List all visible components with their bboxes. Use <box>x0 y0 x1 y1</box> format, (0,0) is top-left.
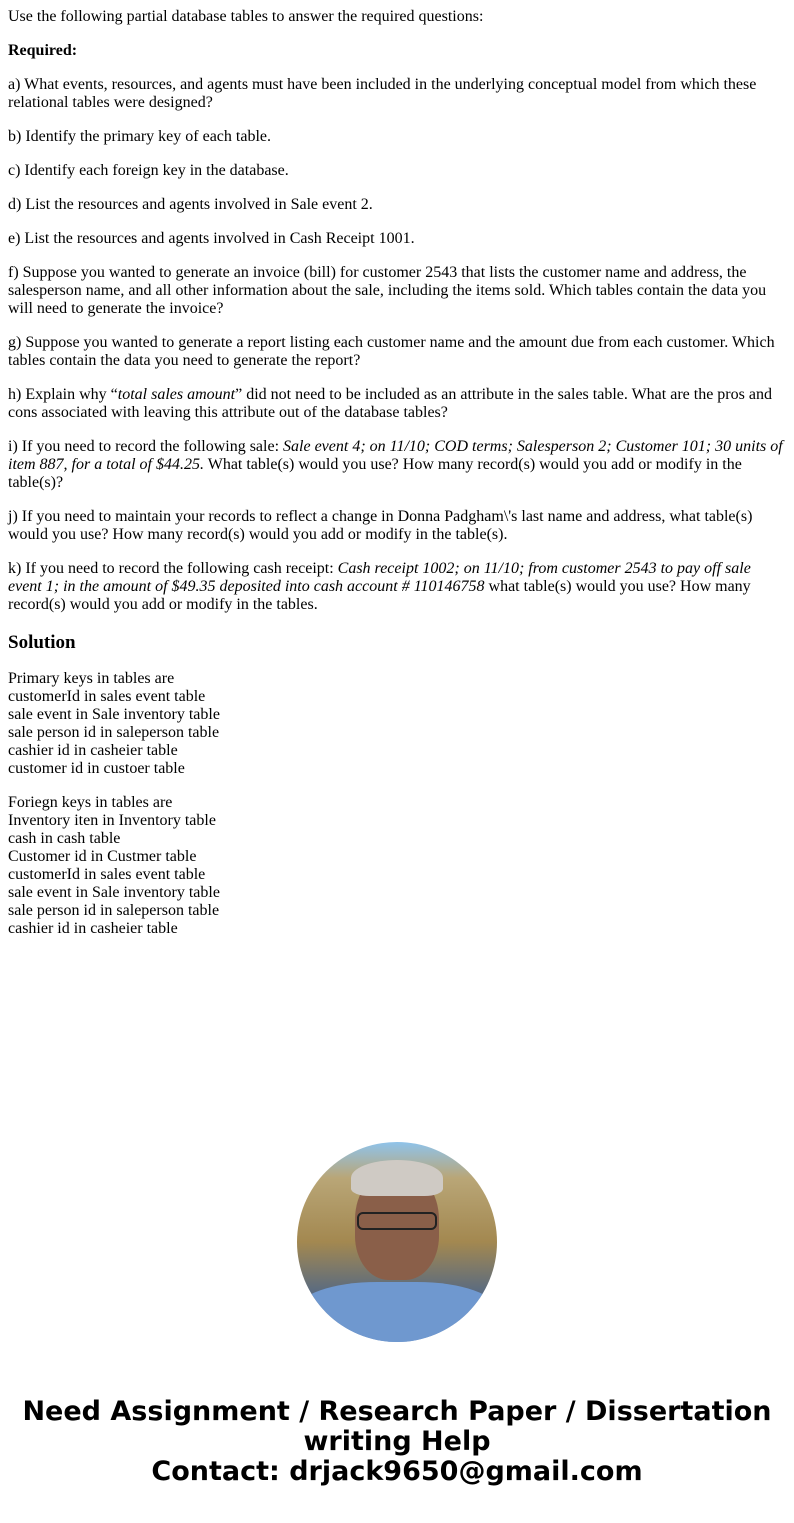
question-text: d) List the resources and agents involved in Sale event 2. <box>8 196 373 213</box>
question-text: total sales amount <box>117 386 236 403</box>
question-item <box>8 162 786 180</box>
question-item <box>8 386 786 422</box>
footer-contact-text: Contact: drjack9650@gmail.com <box>151 1456 643 1487</box>
question-text: j) If you need to maintain your records to reflect a change in Donna Padgham\'s last name and address, what table(s) would you use? How many record(s) would you add or modify in the table(s). <box>8 508 753 543</box>
contact-banner <box>8 1397 786 1487</box>
question-item <box>8 560 786 614</box>
question-text: g) Suppose you wanted to generate a report listing each customer name and the amount due from each customer. Which tables contain the data you need to generate the report? <box>8 334 775 369</box>
solution-line: cash in cash table <box>8 830 121 847</box>
solution-line: Inventory iten in Inventory table <box>8 812 216 829</box>
author-photo <box>297 1142 497 1342</box>
question-text: a) What events, resources, and agents must have been included in the underlying conceptual model from which these relational tables were designed? <box>8 76 757 111</box>
question-text: i) If you need to record the following sale: <box>8 438 284 455</box>
solution-line: sale person id in saleperson table <box>8 902 220 919</box>
footer-help-text: Need Assignment / Research Paper / Dissertation writing Help <box>22 1396 772 1457</box>
question-text: h) Explain why “ <box>8 386 118 403</box>
question-text: What table(s) would you use? How many record(s) would you add or modify in the table(s)? <box>8 456 742 491</box>
question-text: ” did not need to be included as an attribute in the sales table. What are the pros and cons associated with leaving this attribute out of the database tables? <box>8 386 772 421</box>
question-text: Cash receipt 1002; on 11/10; from customer 2543 to pay off sale event 1; in the amount of $49.35 deposited into cash account # 110146758 <box>8 560 751 595</box>
question-text: Sale event 4; on 11/10; COD terms; Salesperson 2; Customer 101; 30 units of item 887, for a total of $44.25. <box>8 438 783 473</box>
solution-line: sale event in Sale inventory table <box>8 706 220 723</box>
solution-line: Primary keys in tables are <box>8 670 175 687</box>
solution-line: Customer id in Custmer table <box>8 848 197 865</box>
question-item <box>8 438 786 492</box>
solution-line: cashier id in casheier table <box>8 742 178 759</box>
solution-line: customerId in sales event table <box>8 688 206 705</box>
question-item <box>8 128 786 146</box>
question-item <box>8 264 786 318</box>
solution-line: customer id in custoer table <box>8 760 185 777</box>
solution-heading: Solution <box>8 632 76 653</box>
foreign-keys-block <box>8 794 786 938</box>
solution-line: sale person id in saleperson table <box>8 724 220 741</box>
question-text: b) Identify the primary key of each table. <box>8 128 271 145</box>
required-heading: Required: <box>8 42 78 59</box>
question-item <box>8 334 786 370</box>
primary-keys-block <box>8 670 786 778</box>
solution-line: sale event in Sale inventory table <box>8 884 220 901</box>
question-item <box>8 196 786 214</box>
question-text: f) Suppose you wanted to generate an invoice (bill) for customer 2543 that lists the customer name and address, the salesperson name, and all other information about the sale, including the items sold. Which tables contain the data you will need to generate the invoice? <box>8 264 767 317</box>
intro-text: Use the following partial database tables to answer the required questions: <box>8 8 484 25</box>
question-text: what table(s) would you use? How many record(s) would you add or modify in the tables. <box>8 578 751 613</box>
question-text: k) If you need to record the following cash receipt: <box>8 560 338 577</box>
question-item <box>8 508 786 544</box>
solution-line: Foriegn keys in tables are <box>8 794 173 811</box>
questions-list <box>8 76 786 614</box>
question-item <box>8 76 786 112</box>
solution-line: customerId in sales event table <box>8 866 206 883</box>
question-text: c) Identify each foreign key in the database. <box>8 162 289 179</box>
solution-line: cashier id in casheier table <box>8 920 178 937</box>
question-item <box>8 230 786 248</box>
question-text: e) List the resources and agents involved in Cash Receipt 1001. <box>8 230 415 247</box>
